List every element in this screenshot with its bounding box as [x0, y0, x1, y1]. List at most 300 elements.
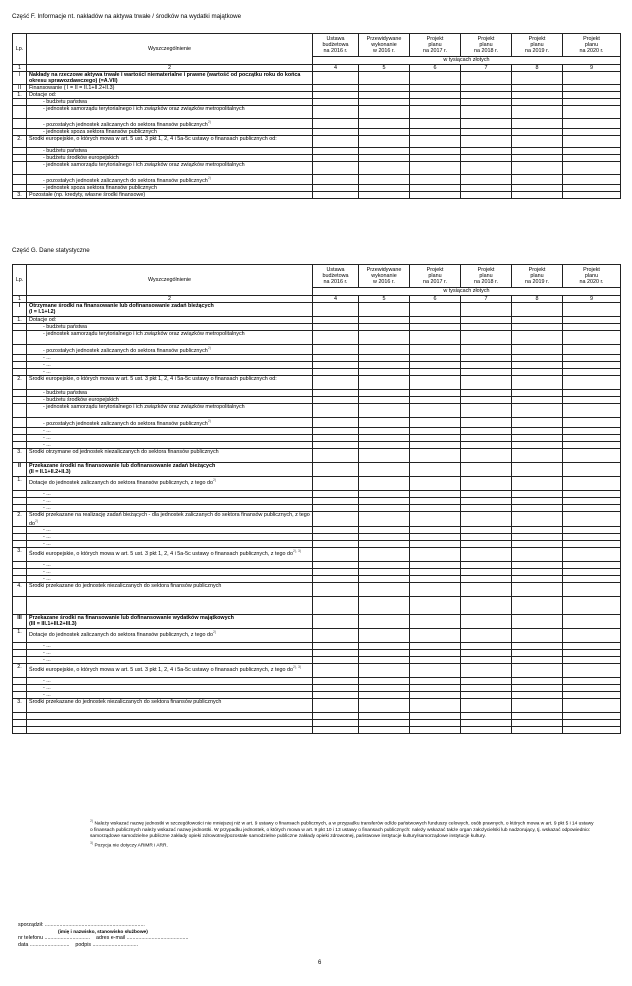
value-cell[interactable] — [461, 72, 512, 85]
value-cell[interactable] — [512, 713, 563, 720]
value-cell[interactable] — [359, 403, 410, 417]
value-cell[interactable] — [461, 354, 512, 361]
value-cell[interactable] — [512, 569, 563, 576]
value-cell[interactable] — [461, 548, 512, 562]
value-cell[interactable] — [313, 184, 359, 191]
value-cell[interactable] — [359, 368, 410, 375]
value-cell[interactable] — [410, 720, 461, 727]
value-cell[interactable] — [313, 324, 359, 331]
value-cell[interactable] — [410, 713, 461, 720]
value-cell[interactable] — [313, 583, 359, 597]
value-cell[interactable] — [359, 118, 410, 128]
value-cell[interactable] — [563, 331, 621, 345]
value-cell[interactable] — [313, 106, 359, 119]
value-cell[interactable] — [512, 128, 563, 135]
value-cell[interactable] — [359, 441, 410, 448]
value-cell[interactable] — [359, 511, 410, 527]
value-cell[interactable] — [359, 128, 410, 135]
value-cell[interactable] — [461, 118, 512, 128]
value-cell[interactable] — [512, 597, 563, 615]
value-cell[interactable] — [313, 427, 359, 434]
value-cell[interactable] — [410, 368, 461, 375]
value-cell[interactable] — [410, 191, 461, 198]
value-cell[interactable] — [512, 148, 563, 155]
value-cell[interactable] — [512, 345, 563, 355]
value-cell[interactable] — [313, 462, 359, 476]
value-cell[interactable] — [313, 727, 359, 734]
value-cell[interactable] — [512, 368, 563, 375]
value-cell[interactable] — [461, 597, 512, 615]
value-cell[interactable] — [512, 361, 563, 368]
value-cell[interactable] — [461, 345, 512, 355]
value-cell[interactable] — [563, 576, 621, 583]
value-cell[interactable] — [359, 92, 410, 99]
value-cell[interactable] — [461, 657, 512, 664]
value-cell[interactable] — [410, 375, 461, 389]
value-cell[interactable] — [512, 303, 563, 317]
value-cell[interactable] — [563, 427, 621, 434]
value-cell[interactable] — [359, 184, 410, 191]
value-cell[interactable] — [563, 629, 621, 643]
value-cell[interactable] — [512, 720, 563, 727]
value-cell[interactable] — [563, 664, 621, 678]
value-cell[interactable] — [410, 441, 461, 448]
value-cell[interactable] — [512, 434, 563, 441]
value-cell[interactable] — [313, 389, 359, 396]
value-cell[interactable] — [313, 441, 359, 448]
value-cell[interactable] — [563, 389, 621, 396]
value-cell[interactable] — [563, 361, 621, 368]
value-cell[interactable] — [359, 657, 410, 664]
value-cell[interactable] — [461, 106, 512, 119]
value-cell[interactable] — [563, 504, 621, 511]
value-cell[interactable] — [563, 99, 621, 106]
value-cell[interactable] — [512, 99, 563, 106]
value-cell[interactable] — [410, 184, 461, 191]
value-cell[interactable] — [359, 448, 410, 462]
value-cell[interactable] — [410, 345, 461, 355]
value-cell[interactable] — [512, 504, 563, 511]
value-cell[interactable] — [313, 527, 359, 534]
value-cell[interactable] — [410, 511, 461, 527]
value-cell[interactable] — [461, 476, 512, 490]
value-cell[interactable] — [313, 548, 359, 562]
value-cell[interactable] — [563, 375, 621, 389]
value-cell[interactable] — [461, 389, 512, 396]
value-cell[interactable] — [461, 155, 512, 162]
value-cell[interactable] — [563, 727, 621, 734]
value-cell[interactable] — [359, 396, 410, 403]
value-cell[interactable] — [313, 713, 359, 720]
value-cell[interactable] — [512, 72, 563, 85]
value-cell[interactable] — [461, 148, 512, 155]
value-cell[interactable] — [563, 462, 621, 476]
value-cell[interactable] — [512, 664, 563, 678]
value-cell[interactable] — [313, 162, 359, 175]
value-cell[interactable] — [512, 427, 563, 434]
value-cell[interactable] — [313, 361, 359, 368]
value-cell[interactable] — [410, 583, 461, 597]
value-cell[interactable] — [461, 650, 512, 657]
value-cell[interactable] — [410, 354, 461, 361]
value-cell[interactable] — [461, 396, 512, 403]
value-cell[interactable] — [359, 597, 410, 615]
value-cell[interactable] — [410, 99, 461, 106]
value-cell[interactable] — [461, 643, 512, 650]
value-cell[interactable] — [512, 162, 563, 175]
value-cell[interactable] — [359, 85, 410, 92]
value-cell[interactable] — [461, 162, 512, 175]
value-cell[interactable] — [563, 441, 621, 448]
value-cell[interactable] — [410, 128, 461, 135]
value-cell[interactable] — [359, 434, 410, 441]
value-cell[interactable] — [313, 562, 359, 569]
value-cell[interactable] — [563, 497, 621, 504]
value-cell[interactable] — [359, 375, 410, 389]
value-cell[interactable] — [512, 389, 563, 396]
value-cell[interactable] — [512, 448, 563, 462]
value-cell[interactable] — [563, 490, 621, 497]
value-cell[interactable] — [563, 184, 621, 191]
value-cell[interactable] — [461, 375, 512, 389]
value-cell[interactable] — [563, 548, 621, 562]
value-cell[interactable] — [313, 692, 359, 699]
value-cell[interactable] — [313, 720, 359, 727]
value-cell[interactable] — [563, 713, 621, 720]
value-cell[interactable] — [512, 497, 563, 504]
value-cell[interactable] — [313, 85, 359, 92]
value-cell[interactable] — [461, 629, 512, 643]
value-cell[interactable] — [461, 434, 512, 441]
value-cell[interactable] — [461, 427, 512, 434]
value-cell[interactable] — [313, 615, 359, 629]
value-cell[interactable] — [512, 490, 563, 497]
value-cell[interactable] — [410, 303, 461, 317]
value-cell[interactable] — [563, 324, 621, 331]
value-cell[interactable] — [410, 678, 461, 685]
value-cell[interactable] — [563, 155, 621, 162]
value-cell[interactable] — [313, 368, 359, 375]
value-cell[interactable] — [359, 324, 410, 331]
value-cell[interactable] — [563, 692, 621, 699]
value-cell[interactable] — [359, 490, 410, 497]
value-cell[interactable] — [410, 490, 461, 497]
value-cell[interactable] — [313, 135, 359, 148]
value-cell[interactable] — [410, 534, 461, 541]
value-cell[interactable] — [359, 629, 410, 643]
value-cell[interactable] — [410, 135, 461, 148]
value-cell[interactable] — [461, 569, 512, 576]
value-cell[interactable] — [512, 462, 563, 476]
value-cell[interactable] — [563, 396, 621, 403]
value-cell[interactable] — [313, 678, 359, 685]
value-cell[interactable] — [563, 303, 621, 317]
value-cell[interactable] — [410, 569, 461, 576]
value-cell[interactable] — [410, 541, 461, 548]
value-cell[interactable] — [461, 497, 512, 504]
value-cell[interactable] — [461, 685, 512, 692]
value-cell[interactable] — [512, 92, 563, 99]
value-cell[interactable] — [359, 99, 410, 106]
value-cell[interactable] — [410, 562, 461, 569]
value-cell[interactable] — [461, 441, 512, 448]
value-cell[interactable] — [410, 324, 461, 331]
value-cell[interactable] — [410, 548, 461, 562]
value-cell[interactable] — [563, 527, 621, 534]
value-cell[interactable] — [410, 692, 461, 699]
value-cell[interactable] — [512, 106, 563, 119]
value-cell[interactable] — [461, 462, 512, 476]
value-cell[interactable] — [313, 576, 359, 583]
value-cell[interactable] — [313, 490, 359, 497]
value-cell[interactable] — [563, 85, 621, 92]
value-cell[interactable] — [461, 541, 512, 548]
value-cell[interactable] — [461, 527, 512, 534]
value-cell[interactable] — [563, 191, 621, 198]
value-cell[interactable] — [359, 354, 410, 361]
value-cell[interactable] — [563, 128, 621, 135]
value-cell[interactable] — [461, 727, 512, 734]
value-cell[interactable] — [512, 184, 563, 191]
value-cell[interactable] — [563, 643, 621, 650]
value-cell[interactable] — [563, 403, 621, 417]
value-cell[interactable] — [359, 476, 410, 490]
value-cell[interactable] — [313, 331, 359, 345]
value-cell[interactable] — [359, 417, 410, 427]
value-cell[interactable] — [563, 434, 621, 441]
value-cell[interactable] — [359, 462, 410, 476]
value-cell[interactable] — [410, 162, 461, 175]
value-cell[interactable] — [359, 583, 410, 597]
value-cell[interactable] — [461, 303, 512, 317]
value-cell[interactable] — [410, 597, 461, 615]
value-cell[interactable] — [461, 504, 512, 511]
value-cell[interactable] — [563, 650, 621, 657]
value-cell[interactable] — [410, 497, 461, 504]
value-cell[interactable] — [512, 441, 563, 448]
value-cell[interactable] — [512, 629, 563, 643]
value-cell[interactable] — [359, 527, 410, 534]
value-cell[interactable] — [410, 476, 461, 490]
value-cell[interactable] — [461, 576, 512, 583]
value-cell[interactable] — [313, 434, 359, 441]
value-cell[interactable] — [359, 692, 410, 699]
value-cell[interactable] — [461, 403, 512, 417]
value-cell[interactable] — [313, 345, 359, 355]
value-cell[interactable] — [410, 118, 461, 128]
value-cell[interactable] — [563, 368, 621, 375]
value-cell[interactable] — [359, 615, 410, 629]
value-cell[interactable] — [410, 72, 461, 85]
value-cell[interactable] — [461, 720, 512, 727]
value-cell[interactable] — [461, 191, 512, 198]
value-cell[interactable] — [461, 128, 512, 135]
value-cell[interactable] — [359, 504, 410, 511]
value-cell[interactable] — [410, 504, 461, 511]
value-cell[interactable] — [313, 569, 359, 576]
value-cell[interactable] — [563, 699, 621, 713]
value-cell[interactable] — [461, 317, 512, 324]
value-cell[interactable] — [313, 92, 359, 99]
value-cell[interactable] — [359, 361, 410, 368]
value-cell[interactable] — [410, 427, 461, 434]
value-cell[interactable] — [313, 534, 359, 541]
value-cell[interactable] — [563, 448, 621, 462]
value-cell[interactable] — [563, 162, 621, 175]
value-cell[interactable] — [410, 629, 461, 643]
value-cell[interactable] — [313, 643, 359, 650]
value-cell[interactable] — [563, 175, 621, 185]
value-cell[interactable] — [461, 448, 512, 462]
value-cell[interactable] — [359, 155, 410, 162]
value-cell[interactable] — [461, 583, 512, 597]
value-cell[interactable] — [512, 324, 563, 331]
value-cell[interactable] — [563, 583, 621, 597]
value-cell[interactable] — [313, 541, 359, 548]
value-cell[interactable] — [563, 720, 621, 727]
value-cell[interactable] — [410, 434, 461, 441]
value-cell[interactable] — [461, 615, 512, 629]
value-cell[interactable] — [512, 650, 563, 657]
value-cell[interactable] — [359, 541, 410, 548]
value-cell[interactable] — [512, 403, 563, 417]
value-cell[interactable] — [313, 650, 359, 657]
value-cell[interactable] — [410, 317, 461, 324]
value-cell[interactable] — [359, 331, 410, 345]
value-cell[interactable] — [512, 615, 563, 629]
value-cell[interactable] — [512, 692, 563, 699]
value-cell[interactable] — [313, 417, 359, 427]
value-cell[interactable] — [410, 389, 461, 396]
value-cell[interactable] — [461, 331, 512, 345]
value-cell[interactable] — [359, 317, 410, 324]
value-cell[interactable] — [410, 403, 461, 417]
value-cell[interactable] — [410, 657, 461, 664]
value-cell[interactable] — [313, 476, 359, 490]
value-cell[interactable] — [461, 175, 512, 185]
value-cell[interactable] — [359, 678, 410, 685]
value-cell[interactable] — [512, 396, 563, 403]
value-cell[interactable] — [410, 727, 461, 734]
value-cell[interactable] — [359, 664, 410, 678]
value-cell[interactable] — [461, 713, 512, 720]
value-cell[interactable] — [512, 317, 563, 324]
value-cell[interactable] — [512, 534, 563, 541]
value-cell[interactable] — [359, 699, 410, 713]
value-cell[interactable] — [410, 148, 461, 155]
value-cell[interactable] — [461, 699, 512, 713]
value-cell[interactable] — [461, 562, 512, 569]
value-cell[interactable] — [512, 417, 563, 427]
value-cell[interactable] — [563, 562, 621, 569]
value-cell[interactable] — [512, 548, 563, 562]
value-cell[interactable] — [359, 643, 410, 650]
value-cell[interactable] — [512, 699, 563, 713]
value-cell[interactable] — [359, 713, 410, 720]
value-cell[interactable] — [563, 657, 621, 664]
value-cell[interactable] — [512, 678, 563, 685]
value-cell[interactable] — [512, 727, 563, 734]
value-cell[interactable] — [410, 155, 461, 162]
value-cell[interactable] — [410, 175, 461, 185]
value-cell[interactable] — [359, 106, 410, 119]
value-cell[interactable] — [359, 720, 410, 727]
value-cell[interactable] — [461, 417, 512, 427]
value-cell[interactable] — [563, 615, 621, 629]
value-cell[interactable] — [359, 548, 410, 562]
value-cell[interactable] — [359, 303, 410, 317]
value-cell[interactable] — [410, 462, 461, 476]
value-cell[interactable] — [313, 664, 359, 678]
value-cell[interactable] — [359, 389, 410, 396]
value-cell[interactable] — [313, 657, 359, 664]
value-cell[interactable] — [313, 72, 359, 85]
value-cell[interactable] — [512, 354, 563, 361]
value-cell[interactable] — [563, 106, 621, 119]
value-cell[interactable] — [563, 417, 621, 427]
value-cell[interactable] — [563, 569, 621, 576]
value-cell[interactable] — [461, 490, 512, 497]
value-cell[interactable] — [410, 685, 461, 692]
value-cell[interactable] — [563, 118, 621, 128]
value-cell[interactable] — [359, 727, 410, 734]
value-cell[interactable] — [512, 527, 563, 534]
value-cell[interactable] — [461, 184, 512, 191]
value-cell[interactable] — [313, 175, 359, 185]
value-cell[interactable] — [410, 699, 461, 713]
value-cell[interactable] — [512, 155, 563, 162]
value-cell[interactable] — [313, 128, 359, 135]
value-cell[interactable] — [313, 155, 359, 162]
value-cell[interactable] — [563, 92, 621, 99]
value-cell[interactable] — [313, 317, 359, 324]
value-cell[interactable] — [313, 99, 359, 106]
value-cell[interactable] — [512, 191, 563, 198]
value-cell[interactable] — [313, 396, 359, 403]
value-cell[interactable] — [410, 106, 461, 119]
value-cell[interactable] — [563, 135, 621, 148]
value-cell[interactable] — [512, 375, 563, 389]
value-cell[interactable] — [359, 148, 410, 155]
value-cell[interactable] — [563, 685, 621, 692]
value-cell[interactable] — [512, 331, 563, 345]
value-cell[interactable] — [563, 72, 621, 85]
value-cell[interactable] — [313, 597, 359, 615]
value-cell[interactable] — [461, 368, 512, 375]
value-cell[interactable] — [410, 643, 461, 650]
value-cell[interactable] — [410, 527, 461, 534]
value-cell[interactable] — [461, 678, 512, 685]
value-cell[interactable] — [359, 562, 410, 569]
value-cell[interactable] — [313, 511, 359, 527]
value-cell[interactable] — [313, 118, 359, 128]
value-cell[interactable] — [359, 162, 410, 175]
value-cell[interactable] — [512, 511, 563, 527]
value-cell[interactable] — [359, 534, 410, 541]
value-cell[interactable] — [359, 345, 410, 355]
value-cell[interactable] — [461, 511, 512, 527]
value-cell[interactable] — [461, 324, 512, 331]
value-cell[interactable] — [410, 448, 461, 462]
value-cell[interactable] — [512, 576, 563, 583]
value-cell[interactable] — [359, 191, 410, 198]
value-cell[interactable] — [359, 175, 410, 185]
value-cell[interactable] — [359, 427, 410, 434]
value-cell[interactable] — [359, 135, 410, 148]
value-cell[interactable] — [410, 361, 461, 368]
value-cell[interactable] — [512, 175, 563, 185]
value-cell[interactable] — [313, 191, 359, 198]
